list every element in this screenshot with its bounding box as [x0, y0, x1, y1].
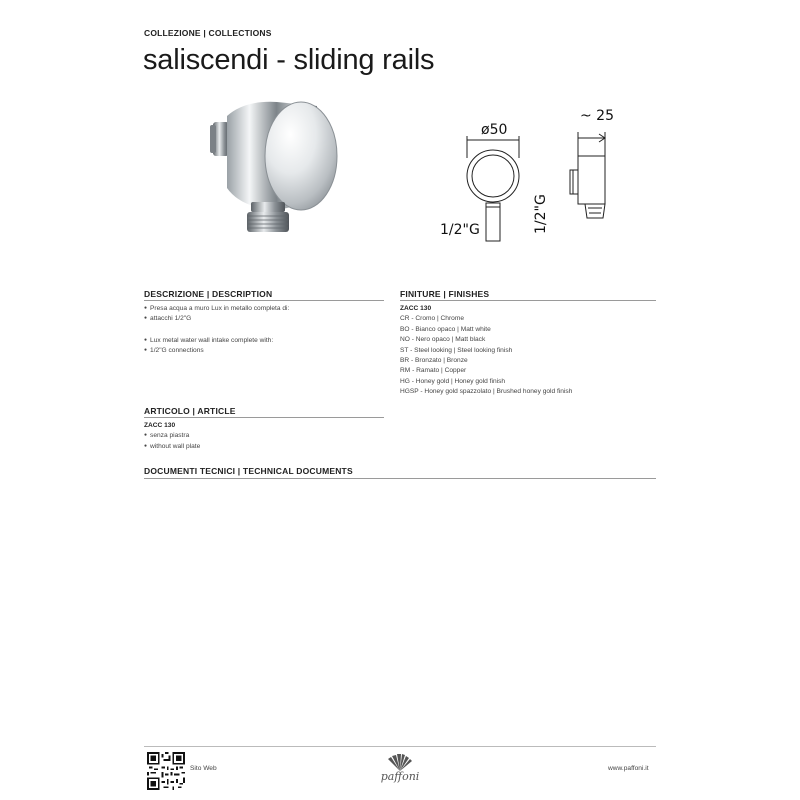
- thread-front-dimension: 1/2"G: [440, 222, 480, 238]
- list-item: HG - Honey gold | Honey gold finish: [400, 377, 506, 385]
- list-item: ST - Steel looking | Steel looking finish: [400, 346, 513, 354]
- article-divider: [144, 417, 384, 418]
- brand-fan-icon: [370, 752, 430, 772]
- finishes-code: ZACC 130: [400, 305, 432, 312]
- finishes-heading: FINITURE | FINISHES: [400, 289, 490, 299]
- list-item: NO - Nero opaco | Matt black: [400, 336, 486, 344]
- article-heading: ARTICOLO | ARTICLE: [144, 406, 236, 416]
- list-item: ● without wall plate: [144, 442, 200, 452]
- product-photo: [205, 92, 345, 242]
- list-item: HGSP - Honey gold spazzolato | Brushed honey gold finish: [400, 388, 573, 396]
- website-label: Sito Web: [190, 765, 217, 772]
- description-it: [144, 304, 289, 325]
- description-en: [144, 336, 273, 357]
- list-item: CR - Cromo | Chrome: [400, 315, 464, 323]
- page-title: saliscendi - sliding rails: [143, 44, 435, 76]
- list-item: ● Presa acqua a muro Lux in metallo completa di:: [144, 304, 289, 314]
- list-item: BR - Bronzato | Bronze: [400, 357, 468, 365]
- list-item: BO - Bianco opaco | Matt white: [400, 325, 491, 333]
- list-item: ● 1/2"G connections: [144, 346, 273, 356]
- documents-divider: [144, 478, 656, 479]
- diameter-dimension: ø50: [481, 122, 508, 138]
- list-item: ● Lux metal water wall intake complete with:: [144, 336, 273, 346]
- collection-kicker: COLLEZIONE | COLLECTIONS: [144, 28, 272, 38]
- brand-name: paffoni: [380, 770, 420, 783]
- list-item: ● senza piastra: [144, 431, 200, 441]
- list-item: RM - Ramato | Copper: [400, 367, 467, 375]
- qr-code-icon[interactable]: [147, 752, 185, 790]
- approx-depth-dimension: ~ 25: [580, 108, 614, 124]
- footer-divider: [144, 746, 656, 747]
- brand-logo: [370, 752, 430, 790]
- article-block: [144, 421, 200, 452]
- description-divider: [144, 300, 384, 301]
- documents-heading: DOCUMENTI TECNICI | TECHNICAL DOCUMENTS: [144, 466, 353, 476]
- website-link[interactable]: www.paffoni.it: [608, 765, 649, 772]
- list-item: ● attacchi 1/2"G: [144, 314, 289, 324]
- finishes-list: [400, 304, 572, 398]
- thread-side-dimension: 1/2"G: [533, 194, 549, 234]
- description-heading: DESCRIZIONE | DESCRIPTION: [144, 289, 273, 299]
- finishes-divider: [400, 300, 656, 301]
- article-code: ZACC 130: [144, 422, 176, 429]
